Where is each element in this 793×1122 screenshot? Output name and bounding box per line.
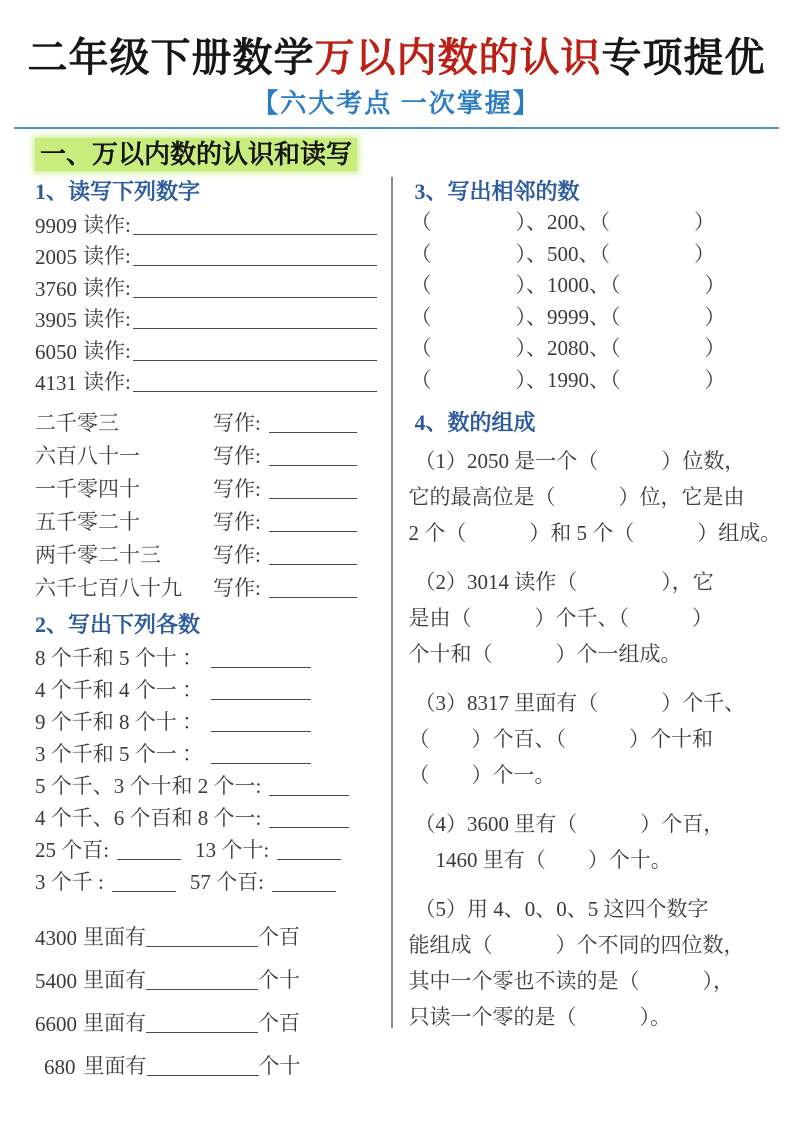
unit-label: 个百 [258, 1011, 300, 1035]
answer-blank [272, 891, 336, 892]
answer-blank [133, 234, 377, 235]
item-line: 它的最高位是（ ）位，它是由 [408, 485, 745, 509]
answer-blank [112, 891, 176, 892]
answer-blank [211, 699, 311, 700]
read-row [35, 207, 387, 239]
unit-label: 个百 [258, 925, 300, 949]
number-value: 4300 [35, 926, 77, 950]
number-value: 6600 [35, 1012, 77, 1036]
xiezuo-label: 写作: [213, 444, 261, 468]
right-column [397, 175, 782, 1080]
answer-blank [211, 667, 311, 668]
answer-blank [269, 827, 349, 828]
compose-row [35, 704, 387, 736]
item-line: （5）用 4、0、0、5 这四个数字 [414, 897, 709, 921]
duzuo-label: 读作: [83, 307, 131, 331]
page-title [0, 34, 793, 82]
number-value: 3905 [35, 308, 77, 332]
duzuo-label: 读作: [83, 244, 131, 268]
answer-blank [269, 498, 357, 499]
subsection-4-heading: 4、数的组成 [414, 410, 536, 435]
answer-blank [269, 432, 357, 433]
answer-blank [277, 859, 341, 860]
write-row [35, 437, 387, 470]
number-value: 9909 [35, 213, 77, 238]
composition-item-5 [409, 891, 782, 1035]
pair-left-label: 3 个千 : [35, 870, 104, 894]
duzuo-label: 读作: [83, 370, 131, 394]
subsection-3-heading: 3、写出相邻的数 [414, 179, 580, 204]
item-line: 能组成（ ）个不同的四位数， [408, 933, 745, 957]
answer-blank [133, 360, 377, 361]
compose-row [35, 768, 387, 800]
composition-item-1 [409, 443, 782, 551]
item-line: 1460 里有（ ）个十。 [414, 848, 672, 872]
read-row [35, 302, 387, 334]
limianyou-label: 里面有 [83, 1054, 147, 1078]
chinese-number: 五千零二十 [35, 510, 140, 534]
answer-blank [117, 859, 181, 860]
item-line: 其中一个零也不读的是（ ）， [408, 969, 734, 993]
compose-row [35, 800, 387, 832]
item-line: 个十和（ ）个一组成。 [408, 642, 682, 666]
answer-blank [146, 989, 258, 990]
item-line: （3）8317 里面有（ ）个千、 [414, 691, 746, 715]
contain-row [35, 994, 387, 1037]
neighbor-row: （ ）、200、（ ） [410, 210, 715, 234]
answer-blank [269, 531, 357, 532]
compose-text: 5 个千、3 个十和 2 个一: [35, 774, 262, 798]
number-value: 2005 [35, 245, 77, 269]
compose-text: 8 个千和 5 个十 ： [35, 646, 203, 670]
subsection-1-heading: 1、读写下列数字 [35, 179, 201, 204]
xiezuo-label: 写作: [213, 543, 261, 567]
pair-row [35, 832, 387, 864]
answer-blank [133, 265, 377, 266]
item-line: 是由（ ）个千、（ ） [408, 606, 713, 630]
column-divider [391, 177, 393, 1028]
write-row [35, 536, 387, 569]
number-value: 3760 [35, 276, 77, 301]
answer-blank [269, 795, 349, 796]
compose-text: 4 个千和 4 个一 ： [35, 678, 203, 702]
pair-right-label: 57 个百: [189, 870, 264, 894]
number-value: 4131 [35, 371, 77, 395]
worksheet-columns [0, 171, 793, 1080]
write-row [35, 404, 387, 437]
left-column [35, 175, 387, 1080]
answer-blank [269, 564, 357, 565]
limianyou-label: 里面有 [83, 968, 146, 992]
compose-text: 9 个千和 8 个十 ： [35, 710, 203, 734]
item-line: （4）3600 里有（ ）个百， [414, 812, 725, 836]
compose-text: 4 个千、6 个百和 8 个一: [35, 806, 262, 830]
chinese-number: 二千零三 [35, 411, 119, 435]
compose-row [35, 672, 387, 704]
section-heading: 一、万以内数的认识和读写 [35, 138, 357, 171]
item-line: （2）3014 读作（ ），它 [414, 570, 714, 594]
answer-blank [146, 946, 258, 947]
read-row [35, 270, 387, 302]
pair-right-label: 13 个十: [195, 838, 270, 862]
subtitle: 【六大考点 一次掌握】 [252, 89, 541, 118]
answer-blank [211, 763, 311, 764]
chinese-number: 两千零二十三 [35, 543, 161, 567]
number-value: 6050 [35, 339, 77, 364]
read-row [35, 365, 387, 397]
contain-row [35, 951, 387, 994]
duzuo-label: 读作: [83, 275, 131, 300]
number-value: 5400 [35, 969, 77, 993]
contain-row [35, 1037, 387, 1080]
neighbor-row: （ ）、2080、（ ） [410, 336, 726, 360]
answer-blank [133, 391, 377, 392]
answer-blank [133, 297, 377, 298]
xiezuo-label: 写作: [213, 576, 261, 600]
write-row [35, 569, 387, 602]
chinese-number: 六千七百八十九 [35, 576, 182, 600]
read-row [35, 239, 387, 271]
header-rule [14, 127, 779, 129]
chinese-number: 一千零四十 [35, 477, 140, 501]
compose-text: 3 个千和 5 个一 ： [35, 742, 203, 766]
item-line: 只读一个零的是（ ）。 [408, 1005, 671, 1029]
title-part-topic: 万以内数的认识 [314, 36, 602, 80]
item-line: （1）2050 是一个（ ）位数， [414, 449, 746, 473]
number-value: 680 [44, 1055, 76, 1079]
neighbor-row: （ ）、9999、（ ） [410, 304, 726, 329]
neighbor-row: （ ）、1990、（ ） [410, 367, 726, 392]
limianyou-label: 里面有 [83, 1011, 146, 1035]
chinese-number: 六百八十一 [35, 444, 140, 468]
item-line: （ ）个百、（ ）个十和 [408, 727, 713, 751]
duzuo-label: 读作: [83, 338, 131, 363]
composition-item-4 [409, 806, 782, 878]
answer-blank [133, 328, 377, 329]
limianyou-label: 里面有 [83, 925, 146, 949]
neighbor-row: （ ）、1000、（ ） [410, 273, 726, 297]
write-row [35, 503, 387, 536]
write-row [35, 470, 387, 503]
item-line: （ ）个一。 [408, 763, 556, 787]
read-row [35, 333, 387, 365]
answer-blank [146, 1032, 258, 1033]
compose-row [35, 736, 387, 768]
contain-row [35, 908, 387, 951]
composition-item-3 [409, 685, 782, 793]
unit-label: 个十 [258, 1054, 301, 1078]
answer-blank [211, 731, 311, 732]
item-line: 2 个（ ）和 5 个（ ）组成。 [408, 521, 782, 545]
answer-blank [269, 597, 357, 598]
xiezuo-label: 写作: [213, 477, 261, 501]
xiezuo-label: 写作: [213, 411, 261, 435]
title-part-grade: 二年级下册数学 [27, 36, 315, 80]
unit-label: 个十 [258, 968, 300, 992]
pair-left-label: 25 个百: [35, 838, 110, 862]
subsection-2-heading: 2、写出下列各数 [35, 612, 201, 637]
neighbor-row: （ ）、500、（ ） [410, 241, 715, 266]
title-part-suffix: 专项提优 [601, 36, 766, 80]
compose-row [35, 640, 387, 672]
composition-item-2 [409, 564, 782, 672]
answer-blank [269, 465, 357, 466]
duzuo-label: 读作: [83, 212, 131, 237]
pair-row [35, 864, 387, 896]
xiezuo-label: 写作: [213, 510, 261, 534]
answer-blank [147, 1075, 259, 1076]
